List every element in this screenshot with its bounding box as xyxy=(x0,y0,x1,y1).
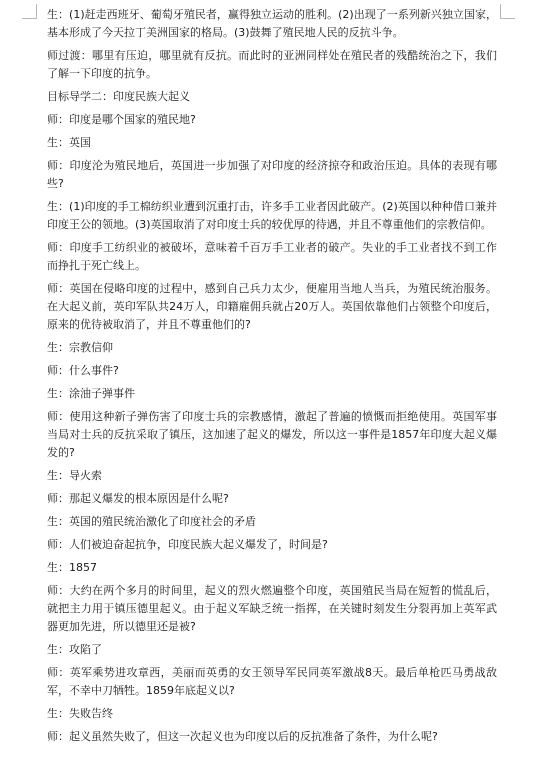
paragraph: 生：宗教信仰 xyxy=(47,341,113,354)
paragraph: 师：起义虽然失败了，但这一次起义也为印度以后的反抗准备了条件，为什么呢? xyxy=(47,730,438,743)
paragraph: 生：攻陷了 xyxy=(47,643,102,656)
paragraph: 师：印度是哪个国家的殖民地? xyxy=(47,113,196,126)
paragraph: 师：印度沦为殖民地后，英国进一步加强了对印度的经济掠夺和政治压迫。具体的表现有哪些? xyxy=(47,159,497,190)
paragraph: 生：英国的殖民统治激化了印度社会的矛盾 xyxy=(47,515,256,528)
paragraph: 师：那起义爆发的根本原因是什么呢? xyxy=(47,492,229,505)
paragraph: 生：(1)印度的手工棉纺织业遭到沉重打击，许多手工业者因此破产。(2)英国以种种借口兼并印度王公的领地。(3)英国取消了对印度士兵的较优厚的待遇，并且不尊重他们的宗教信仰。 xyxy=(47,200,497,231)
paragraph: 师：人们被迫奋起抗争，印度民族大起义爆发了，时间是? xyxy=(47,538,328,551)
page-corner-mark-left xyxy=(22,4,37,19)
paragraph: 师：大约在两个多月的时间里，起义的烈火燃遍整个印度，英国殖民当局在短暂的慌乱后，就把主力用于镇压德里起义。由于起义军缺乏统一指挥，在关键时刻发生分裂再加上英军武器更加先进，所以德里还是被? xyxy=(47,584,497,633)
paragraph: 生：导火索 xyxy=(47,469,102,482)
paragraph: 生：(1)赶走西班牙、葡萄牙殖民者，赢得独立运动的胜利。(2)出现了一系列新兴独立国家，基本形成了今天拉丁美洲国家的格局。(3)鼓舞了殖民地人民的反抗斗争。 xyxy=(47,8,497,39)
paragraph: 生：涂油子弹事件 xyxy=(47,387,135,400)
document-body xyxy=(47,6,497,751)
paragraph: 生：失败告终 xyxy=(47,707,113,720)
paragraph: 师：英国在侵略印度的过程中，感到自己兵力太少，便雇用当地人当兵，为殖民统治服务。在大起义前，英印军队共24万人，印籍雇佣兵就占20万人。英国依靠他们占领整个印度后，原来的优待被取消了，并且不尊重他们的? xyxy=(47,282,497,331)
page-corner-mark-right xyxy=(500,4,515,19)
paragraph: 师过渡：哪里有压迫，哪里就有反抗。而此时的亚洲同样处在殖民者的残酷统治之下，我们了解一下印度的抗争。 xyxy=(47,49,497,80)
paragraph: 师：使用这种新子弹伤害了印度士兵的宗教感情，激起了普遍的愤慨而拒绝使用。英国军事当局对士兵的反抗采取了镇压，这加速了起义的爆发，所以这一事件是1857年印度大起义爆发的? xyxy=(47,410,497,459)
paragraph: 生：英国 xyxy=(47,136,91,149)
paragraph: 师：什么事件? xyxy=(47,364,119,377)
paragraph: 生：1857 xyxy=(47,561,97,574)
paragraph: 师：英军乘势进攻章西，美丽而英勇的女王领导军民同英军激战8天。最后单枪匹马勇战敌军，不幸中刀牺牲。1859年底起义以? xyxy=(47,666,497,697)
paragraph: 师：印度手工纺织业的被破坏，意味着千百万手工业者的破产。失业的手工业者找不到工作而挣扎于死亡线上。 xyxy=(47,241,497,272)
section-heading: 目标导学二：印度民族大起义 xyxy=(47,90,190,103)
